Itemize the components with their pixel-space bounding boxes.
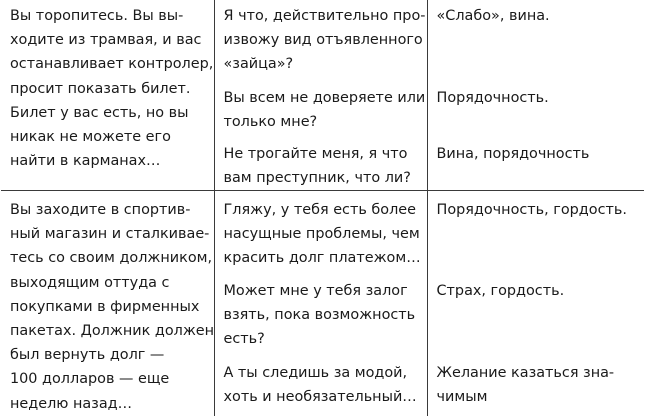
response-cell	[214, 191, 427, 416]
text-line: красить долг платежом…	[223, 250, 421, 267]
text-line: пакетах. Должник должен	[10, 323, 215, 340]
meaning-block	[437, 279, 641, 303]
text-line: хоть и необязательный…	[223, 389, 417, 406]
situation-cell	[1, 191, 214, 416]
text-line: 100 долларов — еще	[10, 371, 170, 388]
text-line: был вернуть долг —	[10, 347, 165, 364]
text-line: ходите из трамвая, и вас	[10, 32, 202, 49]
text-line: вам преступник, что ли?	[223, 170, 411, 187]
response-block	[224, 142, 423, 190]
situation-cell	[1, 0, 214, 191]
text-line: Страх, гордость.	[436, 283, 565, 299]
text-line: насущные проблемы, чем	[223, 226, 420, 243]
text-line: Желание казаться зна-	[436, 365, 615, 381]
text-line: извожу вид отъявленного	[223, 32, 423, 49]
response-block	[223, 4, 426, 77]
meaning-cell	[427, 191, 644, 416]
text-line: Вы всем не доверяете или	[223, 90, 426, 106]
text-line: просит показать билет.	[10, 80, 191, 97]
text-line: останавливает контролер,	[10, 56, 214, 73]
text-line: Вы заходите в спортив-	[10, 202, 191, 218]
meaning-cell	[427, 0, 644, 191]
meaning-block	[437, 142, 641, 166]
response-block	[224, 279, 423, 352]
response-block	[224, 361, 423, 409]
text-line: «зайца»?	[223, 56, 294, 73]
text-line: есть?	[223, 331, 265, 348]
text-line: Я что, действительно про-	[223, 8, 426, 24]
text-line: Вина, порядочность	[436, 146, 590, 162]
text-line: Вы торопитесь. Вы вы-	[10, 8, 184, 24]
text-line: А ты следишь за модой,	[223, 365, 408, 381]
meaning-block	[437, 4, 641, 28]
text-line: неделю назад…	[10, 395, 132, 412]
table-row	[1, 191, 644, 416]
text-line: Порядочность, гордость.	[436, 202, 627, 218]
text-line: только мне?	[223, 114, 318, 131]
response-block	[223, 86, 426, 134]
meaning-block	[437, 361, 641, 409]
situations-table	[1, 0, 644, 416]
text-line: найти в карманах…	[10, 153, 161, 170]
table-row	[1, 0, 644, 191]
text-line: Не трогайте меня, я что	[223, 146, 408, 162]
text-line: покупками в фирменных	[10, 298, 200, 315]
text-line: взять, пока возможность	[223, 307, 416, 324]
text-line: Порядочность.	[436, 90, 549, 106]
text-line: выходящим оттуда с	[10, 274, 170, 291]
text-line: ный магазин и сталкивае-	[10, 226, 210, 243]
text-line: тесь со своим должником,	[10, 250, 213, 267]
meaning-block	[437, 198, 641, 222]
text-line: Может мне у тебя залог	[223, 283, 408, 299]
text-line: «Слабо», вина.	[436, 8, 550, 24]
response-block	[224, 198, 423, 271]
text-line: Билет у вас есть, но вы	[10, 104, 189, 121]
response-cell	[214, 0, 427, 191]
meaning-block	[437, 86, 641, 110]
text-line: чимым	[436, 389, 488, 406]
text-line: Гляжу, у тебя есть более	[223, 202, 416, 218]
text-line: никак не можете его	[10, 129, 171, 146]
